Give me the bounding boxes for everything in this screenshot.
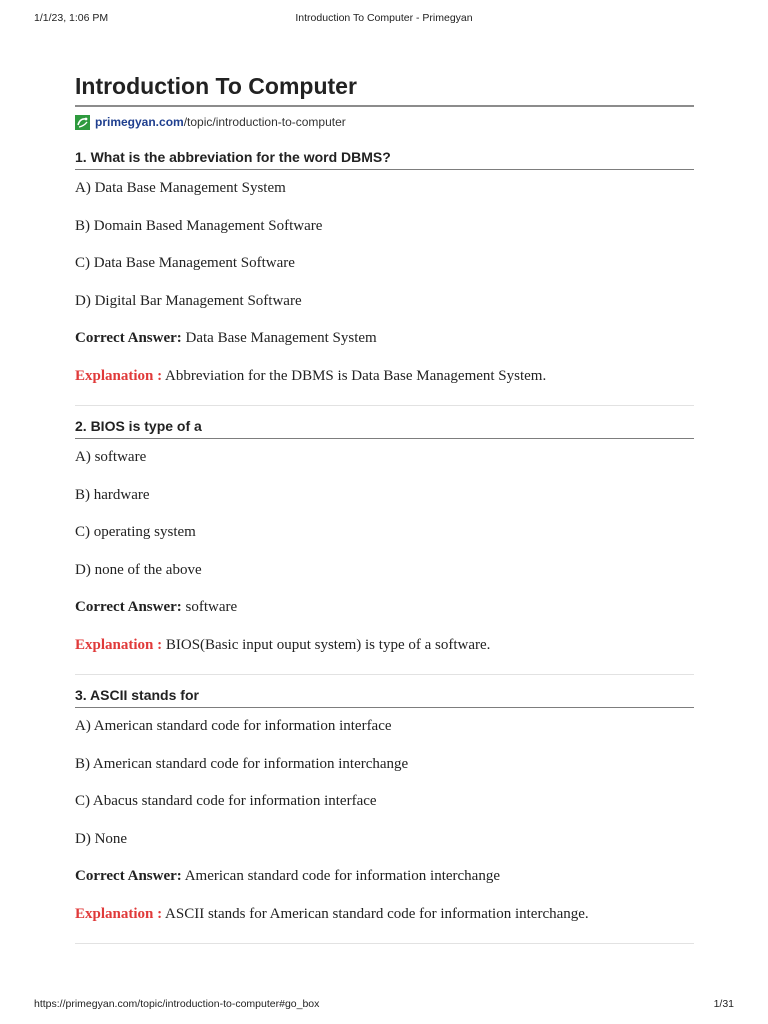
option-a: A) American standard code for information interface — [75, 718, 392, 734]
page-number: 1/31 — [713, 998, 734, 1010]
print-page-title: Introduction To Computer - Primegyan — [295, 12, 473, 24]
option-a: A) Data Base Management System — [75, 180, 286, 196]
correct-answer — [75, 589, 694, 627]
question-2 — [75, 416, 694, 675]
source-domain[interactable]: primegyan.com — [95, 115, 184, 129]
source-path[interactable]: /topic/introduction-to-computer — [183, 115, 346, 129]
option-d: D) Digital Bar Management Software — [75, 292, 302, 309]
page-title: Introduction To Computer — [75, 73, 357, 99]
explanation-text: ASCII stands for American standard code for information interchange. — [165, 905, 589, 922]
correct-answer-label: Correct Answer: — [75, 599, 182, 615]
option-d: D) none of the above — [75, 561, 202, 578]
explanation — [75, 358, 694, 396]
option-c: C) Data Base Management Software — [75, 255, 295, 271]
correct-answer — [75, 320, 694, 358]
question-divider — [75, 674, 694, 675]
correct-answer-label: Correct Answer: — [75, 330, 182, 346]
option-b: B) Domain Based Management Software — [75, 217, 323, 234]
explanation-text: Abbreviation for the DBMS is Data Base Management System. — [165, 367, 547, 384]
option-a: A) software — [75, 449, 147, 465]
explanation-text: BIOS(Basic input ouput system) is type of a software. — [165, 636, 491, 653]
article — [75, 70, 694, 944]
print-url: https://primegyan.com/topic/introduction-to-computer#go_box — [34, 998, 320, 1010]
option-d: D) None — [75, 830, 128, 847]
question-3 — [75, 685, 694, 944]
correct-answer-value: American standard code for information interchange — [184, 868, 500, 884]
correct-answer-label: Correct Answer: — [75, 868, 182, 884]
explanation-label: Explanation : — [75, 367, 163, 384]
option-c: C) operating system — [75, 524, 196, 540]
question-title: 3. ASCII stands for — [75, 685, 694, 708]
explanation — [75, 627, 694, 665]
primegyan-logo-icon — [75, 115, 90, 130]
correct-answer-value: software — [185, 599, 238, 615]
option-b: B) hardware — [75, 486, 150, 503]
question-divider — [75, 405, 694, 406]
question-1 — [75, 147, 694, 406]
source-link[interactable] — [75, 107, 694, 137]
option-c: C) Abacus standard code for information interface — [75, 793, 377, 809]
question-title: 2. BIOS is type of a — [75, 416, 694, 439]
question-divider — [75, 943, 694, 944]
explanation — [75, 896, 694, 934]
option-b: B) American standard code for information interchange — [75, 755, 409, 772]
question-title: 1. What is the abbreviation for the word DBMS? — [75, 147, 694, 170]
explanation-label: Explanation : — [75, 905, 163, 922]
correct-answer — [75, 858, 694, 896]
correct-answer-value: Data Base Management System — [185, 330, 377, 346]
explanation-label: Explanation : — [75, 636, 163, 653]
print-datetime: 1/1/23, 1:06 PM — [34, 12, 109, 24]
